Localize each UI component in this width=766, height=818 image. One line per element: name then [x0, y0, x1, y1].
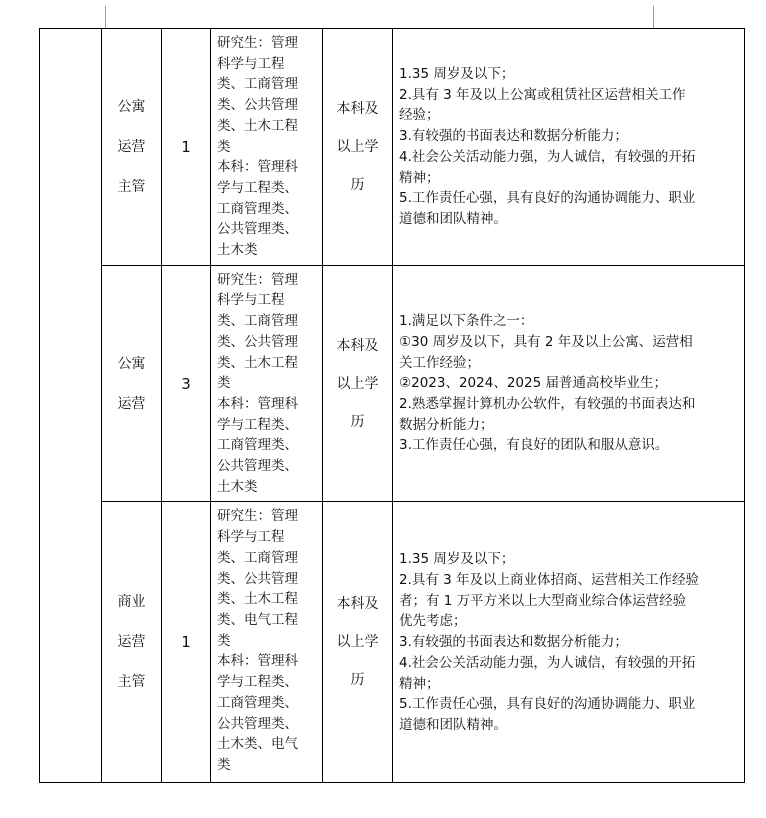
crop-mark-left [105, 6, 106, 28]
crop-mark-right [653, 6, 654, 28]
job-requirements-table [39, 28, 745, 783]
headcount-cell: 1 [162, 29, 211, 266]
requirements-cell: 1.35 周岁及以下； 2.具有 3 年及以上公寓或租赁社区运营相关工作 经验； 3.有较强的书面表达和数据分析能力； 4.社会公关活动能力强，为人诚信，有较强的开拓 精神； 5.工作责任心强，具有良好的沟通协调能力、职业 道德和团队精神。 [393, 29, 745, 266]
majors-cell: 研究生：管理 科学与工程 类、工商管理 类、公共管理 类、土木工程 类 本科：管理科 学与工程类、 工商管理类、 公共管理类、 土木类 [211, 265, 323, 502]
department-cell [40, 29, 102, 783]
requirements-cell: 1.35 周岁及以下； 2.具有 3 年及以上商业体招商、运营相关工作经验 者；有 1 万平方米以上大型商业综合体运营经验 优先考虑； 3.有较强的书面表达和数据分析能力； 4.社会公关活动能力强，为人诚信，有较强的开拓 精神； 5.工作责任心强，具有良好的沟通协调能力、职业 道德和团队精神。 [393, 502, 745, 783]
position-cell: 公寓 运营 主管 [102, 29, 162, 266]
education-cell: 本科及 以上学 历 [323, 502, 393, 783]
position-cell: 公寓 运营 [102, 265, 162, 502]
headcount-cell: 3 [162, 265, 211, 502]
education-cell: 本科及 以上学 历 [323, 265, 393, 502]
table-row [40, 502, 745, 783]
requirements-cell: 1.满足以下条件之一： ①30 周岁及以下，具有 2 年及以上公寓、运营相 关工作经验； ②2023、2024、2025 届普通高校毕业生； 2.熟悉掌握计算机办公软件，有较强的书面表达和 数据分析能力； 3.工作责任心强，有良好的团队和服从意识。 [393, 265, 745, 502]
majors-cell: 研究生：管理 科学与工程 类、工商管理 类、公共管理 类、土木工程 类 本科：管理科 学与工程类、 工商管理类、 公共管理类、 土木类 [211, 29, 323, 266]
majors-cell: 研究生：管理 科学与工程 类、工商管理 类、公共管理 类、土木工程 类、电气工程 类 本科：管理科 学与工程类、 工商管理类、 公共管理类、 土木类、电气 类 [211, 502, 323, 783]
table-row [40, 29, 745, 266]
table-row [40, 265, 745, 502]
education-cell: 本科及 以上学 历 [323, 29, 393, 266]
position-cell: 商业 运营 主管 [102, 502, 162, 783]
headcount-cell: 1 [162, 502, 211, 783]
